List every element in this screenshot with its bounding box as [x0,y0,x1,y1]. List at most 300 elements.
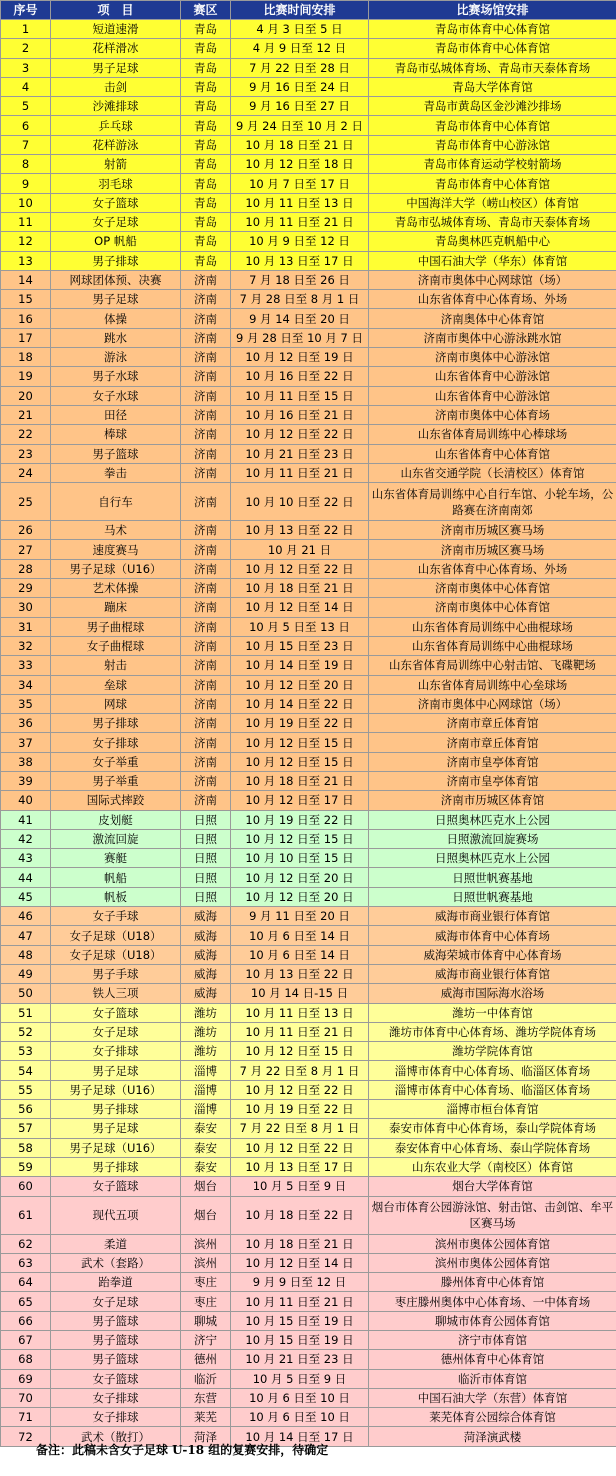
cell-item: 射击 [51,656,181,675]
cell-venue: 淄博市体育中心体育场、临淄区体育场 [369,1061,616,1080]
cell-region: 济南 [181,791,231,810]
cell-no: 61 [1,1196,51,1234]
cell-venue: 济宁市体育馆 [369,1331,616,1350]
cell-region: 济南 [181,444,231,463]
cell-no: 26 [1,521,51,540]
table-row [1,964,616,983]
cell-venue: 青岛市体育中心体育馆 [369,39,616,58]
cell-item: 武术（套路） [51,1253,181,1272]
cell-region: 济南 [181,617,231,636]
cell-venue: 济南市皇亭体育馆 [369,771,616,790]
cell-item: 田径 [51,405,181,424]
cell-venue: 威海市体育中心体育场 [369,926,616,945]
cell-venue: 山东省体育局训练中心曲棍球场 [369,617,616,636]
cell-item: 女子足球 [51,1022,181,1041]
cell-time: 10 月 12 日至 15 日 [231,829,369,848]
table-row [1,887,616,906]
cell-region: 济南 [181,483,231,521]
table-row [1,232,616,251]
header-region: 赛区 [181,1,231,20]
cell-venue: 烟台市体育公园游泳馆、射击馆、击剑馆、牟平区赛马场 [369,1196,616,1234]
cell-region: 济南 [181,598,231,617]
cell-region: 潍坊 [181,1022,231,1041]
cell-no: 72 [1,1427,51,1446]
cell-region: 淄博 [181,1061,231,1080]
cell-region: 威海 [181,926,231,945]
cell-item: 拳击 [51,463,181,482]
cell-time: 10 月 13 日至 17 日 [231,251,369,270]
table-row [1,868,616,887]
cell-time: 9 月 28 日至 10 月 7 日 [231,328,369,347]
cell-region: 济南 [181,752,231,771]
cell-item: 男子足球 [51,1061,181,1080]
table-row [1,444,616,463]
cell-time: 10 月 14 日至 19 日 [231,656,369,675]
table-row [1,1157,616,1176]
cell-no: 10 [1,193,51,212]
cell-time: 10 月 14 日至 17 日 [231,1427,369,1446]
table-row [1,1061,616,1080]
cell-venue: 济南市历城区体育馆 [369,791,616,810]
table-row [1,1292,616,1311]
cell-venue: 青岛市体育中心体育馆 [369,20,616,39]
cell-region: 济南 [181,521,231,540]
cell-no: 36 [1,714,51,733]
cell-venue: 济南市奥体中心网球馆（场） [369,270,616,289]
cell-venue: 潍坊学院体育馆 [369,1042,616,1061]
cell-region: 威海 [181,907,231,926]
cell-item: 短道速滑 [51,20,181,39]
cell-item: 羽毛球 [51,174,181,193]
table-row [1,116,616,135]
cell-venue: 山东省体育中心体育场、外场 [369,559,616,578]
cell-time: 10 月 18 日至 21 日 [231,771,369,790]
cell-time: 9 月 9 日至 12 日 [231,1273,369,1292]
table-row [1,386,616,405]
cell-no: 41 [1,810,51,829]
cell-no: 2 [1,39,51,58]
cell-time: 7 月 18 日至 26 日 [231,270,369,289]
cell-venue: 烟台大学体育馆 [369,1177,616,1196]
cell-no: 11 [1,212,51,231]
cell-venue: 济南市章丘体育馆 [369,733,616,752]
cell-no: 6 [1,116,51,135]
cell-no: 4 [1,77,51,96]
table-row [1,675,616,694]
cell-venue: 济南市奥体中心体育馆 [369,598,616,617]
cell-venue: 日照世帆赛基地 [369,868,616,887]
cell-no: 16 [1,309,51,328]
cell-no: 69 [1,1369,51,1388]
cell-item: 赛艇 [51,849,181,868]
cell-venue: 威海荣城市体育中心体育场 [369,945,616,964]
cell-item: 女子足球（U18） [51,945,181,964]
table-row [1,1388,616,1407]
cell-region: 济南 [181,733,231,752]
table-row [1,771,616,790]
table-row [1,656,616,675]
table-row [1,39,616,58]
cell-venue: 潍坊一中体育馆 [369,1003,616,1022]
cell-no: 9 [1,174,51,193]
cell-time: 10 月 11 日至 21 日 [231,1292,369,1311]
table-row [1,521,616,540]
cell-region: 泰安 [181,1157,231,1176]
cell-time: 10 月 5 日至 13 日 [231,617,369,636]
cell-item: 男子篮球 [51,1350,181,1369]
cell-item: 帆板 [51,887,181,906]
cell-item: 女子篮球 [51,193,181,212]
cell-no: 59 [1,1157,51,1176]
cell-time: 10 月 21 日至 23 日 [231,444,369,463]
cell-no: 47 [1,926,51,945]
table-row [1,733,616,752]
cell-region: 聊城 [181,1311,231,1330]
cell-no: 51 [1,1003,51,1022]
cell-no: 52 [1,1022,51,1041]
cell-time: 10 月 12 日至 22 日 [231,559,369,578]
cell-venue: 淄博市体育中心体育场、临淄区体育场 [369,1080,616,1099]
cell-region: 济南 [181,636,231,655]
cell-region: 济南 [181,290,231,309]
table-row [1,1138,616,1157]
cell-venue: 山东省体育局训练中心曲棍球场 [369,636,616,655]
cell-venue: 山东省体育中心游泳馆 [369,386,616,405]
cell-no: 30 [1,598,51,617]
cell-time: 10 月 12 日至 22 日 [231,1138,369,1157]
cell-item: 网球 [51,694,181,713]
header-time: 比赛时间安排 [231,1,369,20]
cell-region: 济南 [181,386,231,405]
cell-item: 女子篮球 [51,1177,181,1196]
cell-item: 女子篮球 [51,1003,181,1022]
cell-venue: 威海市商业银行体育馆 [369,964,616,983]
cell-no: 45 [1,887,51,906]
cell-venue: 莱芜体育公园综合体育馆 [369,1408,616,1427]
cell-no: 66 [1,1311,51,1330]
cell-time: 10 月 15 日至 23 日 [231,636,369,655]
cell-time: 10 月 11 日至 13 日 [231,1003,369,1022]
cell-no: 33 [1,656,51,675]
cell-time: 7 月 22 日至 28 日 [231,58,369,77]
cell-item: 击剑 [51,77,181,96]
table-row [1,945,616,964]
cell-time: 10 月 11 日至 13 日 [231,193,369,212]
table-row [1,694,616,713]
table-row [1,1369,616,1388]
cell-venue: 枣庄滕州奥体中心体育场、一中体育场 [369,1292,616,1311]
cell-item: 皮划艇 [51,810,181,829]
cell-region: 济宁 [181,1331,231,1350]
cell-time: 10 月 12 日至 22 日 [231,1080,369,1099]
table-row [1,617,616,636]
cell-time: 10 月 16 日至 21 日 [231,405,369,424]
cell-no: 55 [1,1080,51,1099]
cell-time: 9 月 16 日至 24 日 [231,77,369,96]
cell-venue: 济南市历城区赛马场 [369,521,616,540]
cell-time: 9 月 14 日至 20 日 [231,309,369,328]
cell-venue: 威海市商业银行体育馆 [369,907,616,926]
table-row [1,1196,616,1234]
cell-time: 4 月 9 日至 12 日 [231,39,369,58]
table-row [1,1080,616,1099]
cell-item: 女子排球 [51,733,181,752]
cell-venue: 山东省体育中心体育场、外场 [369,290,616,309]
cell-no: 22 [1,425,51,444]
cell-venue: 青岛市弘城体育场、青岛市天泰体育场 [369,58,616,77]
cell-region: 青岛 [181,155,231,174]
table-row [1,193,616,212]
cell-item: 武术（散打） [51,1427,181,1446]
cell-venue: 青岛市体育运动学校射箭场 [369,155,616,174]
cell-time: 10 月 18 日至 22 日 [231,1196,369,1234]
table-row [1,907,616,926]
cell-time: 10 月 12 日至 15 日 [231,1042,369,1061]
cell-no: 7 [1,135,51,154]
table-row [1,405,616,424]
cell-venue: 泰安市体育中心体育场，泰山学院体育场 [369,1119,616,1138]
cell-no: 23 [1,444,51,463]
table-row [1,1253,616,1272]
cell-venue: 济南市奥体中心体育场 [369,405,616,424]
table-row [1,714,616,733]
cell-venue: 济南市历城区赛马场 [369,540,616,559]
cell-no: 68 [1,1350,51,1369]
cell-region: 威海 [181,945,231,964]
table-row [1,984,616,1003]
cell-time: 10 月 5 日至 9 日 [231,1369,369,1388]
cell-item: 帆船 [51,868,181,887]
cell-time: 10 月 19 日至 22 日 [231,1100,369,1119]
cell-region: 枣庄 [181,1273,231,1292]
cell-venue: 青岛大学体育馆 [369,77,616,96]
cell-no: 50 [1,984,51,1003]
cell-time: 10 月 11 日至 15 日 [231,386,369,405]
cell-venue: 德州体育中心体育馆 [369,1350,616,1369]
cell-time: 10 月 10 日至 15 日 [231,849,369,868]
cell-time: 10 月 12 日至 14 日 [231,1253,369,1272]
cell-no: 25 [1,483,51,521]
table-row [1,1003,616,1022]
cell-region: 济南 [181,559,231,578]
table-row [1,77,616,96]
cell-region: 菏泽 [181,1427,231,1446]
cell-no: 71 [1,1408,51,1427]
cell-item: 游泳 [51,348,181,367]
cell-venue: 青岛市体育中心体育馆 [369,174,616,193]
table-row [1,97,616,116]
table-row [1,20,616,39]
cell-region: 青岛 [181,39,231,58]
cell-time: 10 月 15 日至 19 日 [231,1331,369,1350]
cell-region: 济南 [181,270,231,289]
cell-time: 10 月 18 日至 21 日 [231,1234,369,1253]
cell-item: 马术 [51,521,181,540]
cell-item: 男子足球 [51,290,181,309]
cell-item: 男子篮球 [51,1331,181,1350]
cell-item: 女子排球 [51,1408,181,1427]
cell-region: 济南 [181,348,231,367]
cell-region: 临沂 [181,1369,231,1388]
cell-item: 乒乓球 [51,116,181,135]
cell-region: 青岛 [181,116,231,135]
cell-no: 62 [1,1234,51,1253]
cell-time: 10 月 12 日至 14 日 [231,598,369,617]
cell-region: 枣庄 [181,1292,231,1311]
cell-region: 济南 [181,714,231,733]
cell-region: 青岛 [181,232,231,251]
cell-time: 10 月 18 日至 21 日 [231,579,369,598]
cell-region: 青岛 [181,174,231,193]
cell-time: 10 月 6 日至 10 日 [231,1408,369,1427]
cell-no: 27 [1,540,51,559]
cell-time: 10 月 18 日至 21 日 [231,135,369,154]
cell-item: 男子排球 [51,251,181,270]
table-row [1,926,616,945]
cell-no: 48 [1,945,51,964]
table-row [1,1311,616,1330]
cell-region: 淄博 [181,1100,231,1119]
cell-time: 10 月 16 日至 22 日 [231,367,369,386]
cell-region: 济南 [181,328,231,347]
cell-venue: 济南市奥体中心游泳跳水馆 [369,328,616,347]
cell-venue: 济南市奥体中心游泳馆 [369,348,616,367]
cell-time: 10 月 12 日至 18 日 [231,155,369,174]
cell-region: 日照 [181,849,231,868]
cell-venue: 潍坊市体育中心体育场、潍坊学院体育场 [369,1022,616,1041]
cell-time: 9 月 24 日至 10 月 2 日 [231,116,369,135]
cell-region: 青岛 [181,97,231,116]
cell-time: 10 月 11 日至 21 日 [231,212,369,231]
cell-item: 自行车 [51,483,181,521]
cell-region: 济南 [181,771,231,790]
cell-item: 女子篮球 [51,1369,181,1388]
cell-time: 10 月 6 日至 10 日 [231,1388,369,1407]
table-row [1,1408,616,1427]
cell-no: 15 [1,290,51,309]
table-row [1,1100,616,1119]
cell-no: 40 [1,791,51,810]
table-row [1,849,616,868]
cell-no: 53 [1,1042,51,1061]
cell-venue: 山东省体育局训练中心自行车馆、小轮车场，公路赛在济南南郊 [369,483,616,521]
table-row [1,829,616,848]
cell-no: 5 [1,97,51,116]
cell-no: 18 [1,348,51,367]
cell-region: 日照 [181,810,231,829]
cell-item: 男子水球 [51,367,181,386]
cell-no: 12 [1,232,51,251]
cell-item: 男子篮球 [51,1311,181,1330]
cell-venue: 济南市章丘体育馆 [369,714,616,733]
table-row [1,752,616,771]
cell-region: 济南 [181,540,231,559]
cell-venue: 威海市国际海水浴场 [369,984,616,1003]
cell-time: 9 月 16 日至 27 日 [231,97,369,116]
cell-time: 7 月 22 日至 8 月 1 日 [231,1119,369,1138]
cell-venue: 济南市皇亭体育馆 [369,752,616,771]
cell-venue: 淄博市桓台体育馆 [369,1100,616,1119]
cell-time: 10 月 13 日至 17 日 [231,1157,369,1176]
table-row [1,328,616,347]
table-body [1,20,616,1447]
cell-item: 女子足球 [51,212,181,231]
cell-region: 济南 [181,425,231,444]
cell-no: 58 [1,1138,51,1157]
cell-venue: 泰安体育中心体育场、泰山学院体育场 [369,1138,616,1157]
cell-time: 10 月 10 日至 22 日 [231,483,369,521]
table-row [1,367,616,386]
cell-no: 17 [1,328,51,347]
table-row [1,1022,616,1041]
cell-no: 63 [1,1253,51,1272]
cell-item: 垒球 [51,675,181,694]
cell-region: 烟台 [181,1177,231,1196]
cell-venue: 青岛奥林匹克帆船中心 [369,232,616,251]
cell-no: 35 [1,694,51,713]
cell-time: 10 月 6 日至 14 日 [231,945,369,964]
cell-region: 济南 [181,367,231,386]
cell-region: 济南 [181,675,231,694]
cell-item: 男子足球（U16） [51,1138,181,1157]
cell-time: 10 月 12 日至 19 日 [231,348,369,367]
cell-region: 滨州 [181,1234,231,1253]
cell-no: 56 [1,1100,51,1119]
cell-item: 体操 [51,309,181,328]
cell-time: 10 月 21 日 [231,540,369,559]
cell-item: 男子足球（U16） [51,559,181,578]
table-row [1,1273,616,1292]
cell-item: 沙滩排球 [51,97,181,116]
cell-no: 3 [1,58,51,77]
cell-venue: 滕州体育中心体育馆 [369,1273,616,1292]
header-item: 项 目 [51,1,181,20]
cell-time: 10 月 12 日至 22 日 [231,425,369,444]
header-venue: 比赛场馆安排 [369,1,616,20]
cell-region: 威海 [181,984,231,1003]
cell-item: 现代五项 [51,1196,181,1234]
cell-no: 38 [1,752,51,771]
table-row [1,270,616,289]
table-row [1,58,616,77]
cell-time: 7 月 22 日至 8 月 1 日 [231,1061,369,1080]
table-row [1,1350,616,1369]
cell-region: 青岛 [181,135,231,154]
cell-venue: 中国海洋大学（崂山校区）体育馆 [369,193,616,212]
table-row [1,425,616,444]
table-row [1,251,616,270]
cell-time: 10 月 14 日-15 日 [231,984,369,1003]
cell-time: 10 月 5 日至 9 日 [231,1177,369,1196]
cell-item: 男子足球 [51,1119,181,1138]
cell-item: 激流回旋 [51,829,181,848]
cell-region: 青岛 [181,77,231,96]
table-row [1,579,616,598]
cell-item: 女子水球 [51,386,181,405]
cell-time: 10 月 12 日至 20 日 [231,887,369,906]
cell-item: 男子排球 [51,1157,181,1176]
cell-item: 女子排球 [51,1042,181,1061]
cell-venue: 日照激流回旋赛场 [369,829,616,848]
cell-region: 青岛 [181,58,231,77]
cell-region: 济南 [181,656,231,675]
cell-item: 速度赛马 [51,540,181,559]
table-row [1,463,616,482]
cell-venue: 山东省体育局训练中心垒球场 [369,675,616,694]
cell-no: 31 [1,617,51,636]
cell-time: 10 月 7 日至 17 日 [231,174,369,193]
cell-time: 10 月 12 日至 20 日 [231,868,369,887]
